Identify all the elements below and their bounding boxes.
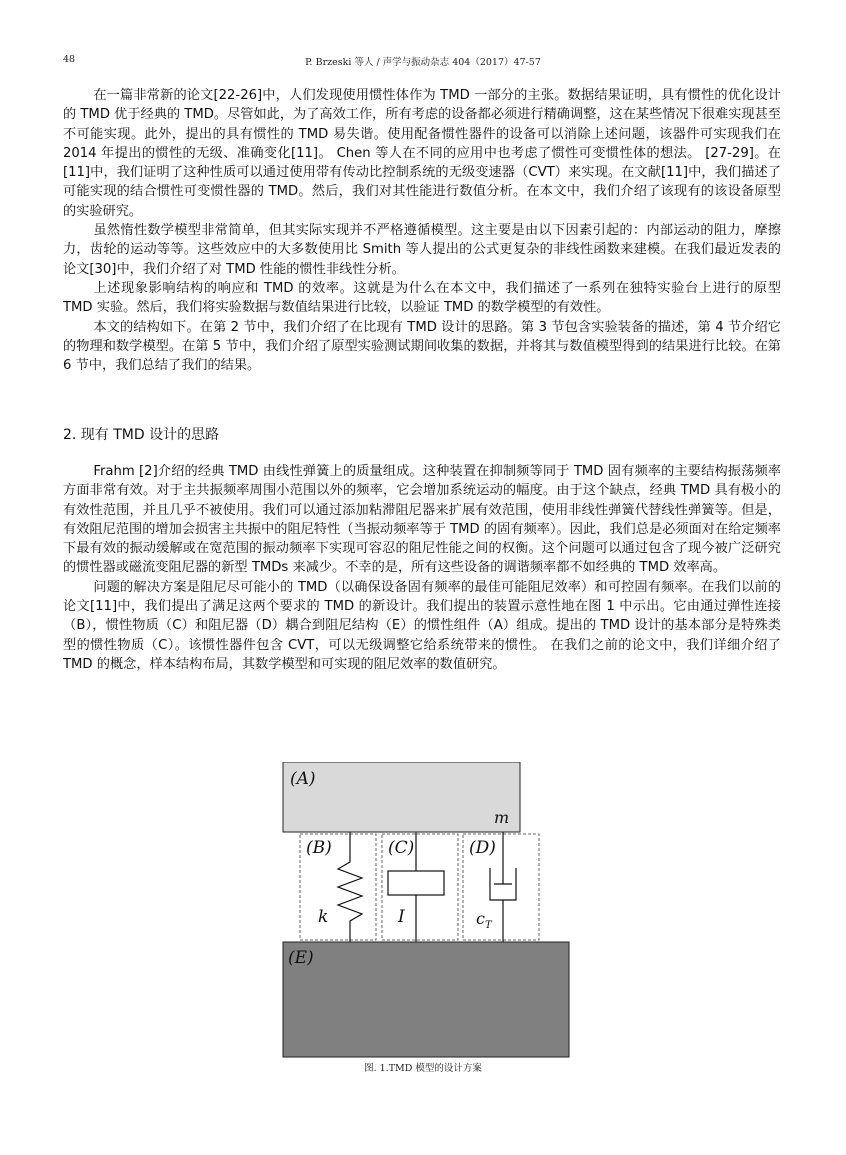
- section-heading: 2. 现有 TMD 设计的思路: [63, 427, 220, 443]
- label-m: m: [494, 808, 510, 827]
- intro-section: [63, 86, 781, 375]
- spring: [338, 832, 362, 942]
- running-title: P. Brzeski 等人 / 声学与振动杂志 404（2017）47-57: [305, 57, 541, 68]
- page-header: [63, 54, 783, 70]
- label-c: c: [476, 909, 485, 928]
- tmd-figure: [280, 762, 570, 1062]
- mass-block: [283, 762, 520, 832]
- figure-caption: 图. 1.TMD 模型的设计方案: [364, 1063, 482, 1074]
- label-k: k: [318, 907, 329, 927]
- base-structure: [283, 942, 569, 1057]
- section2-body: [63, 462, 781, 674]
- paragraph: Frahm [2]介绍的经典 TMD 由线性弹簧上的质量组成。这种装置在抑制频等同于 TMD 固有频率的主要结构振荡频率方面非常有效。对于主共振频率周围小范围以外的频率，它会增加系统运动的幅度。由于这个缺点，经典 TMD 具有极小的有效性范围，并且几乎不被使用。我们可以通过添加粘滞阻尼器来扩展有效范围，使用非线性弹簧代替线性弹簧等。但是，有效阻尼范围的增加会损害主共振中的阻尼特性（当振动频率等于 TMD 的固有频率）。因此，我们总是必须面对在给定频率下最有效的振动缓解或在宽范围的振动频率下实现可容忍的阻尼性能之间的权衡。这个问题可以通过包含了现今被广泛研究的惯性器或磁流变阻尼器的新型 TMDs 来减少。不幸的是，所有这些设备的调谐频率都不如经典的 TMD 效率高。: [63, 464, 781, 576]
- label-D: (D): [469, 838, 496, 858]
- page-number: 48: [63, 54, 76, 65]
- tmd-diagram: [280, 762, 570, 1062]
- label-C: (C): [388, 838, 415, 858]
- paragraph: 虽然惰性数学模型非常简单，但其实际实现并不严格遵循模型。这主要是由以下因素引起的：内部运动的阻力，摩擦力，齿轮的运动等等。这些效应中的大多数使用比 Smith 等人提出的公式更复杂的非线性函数来建模。在我们最近发表的论文[30]中，我们介绍了对 TMD 性能的惯性非线性分析。: [63, 223, 781, 277]
- paragraph: 问题的解决方案是阻尼尽可能小的 TMD（以确保设备固有频率的最佳可能阻尼效率）和可控固有频率。在我们以前的论文[11]中，我们提出了满足这两个要求的 TMD 的新设计。我们提出的装置示意性地在图 1 中示出。它由通过弹性连接（B），惯性物质（C）和阻尼器（D）耦合到阻尼结构（E）的惯性组件（A）组成。提出的 TMD 设计的基本部分是特殊类型的惯性物质（C）。该惯性器件包含 CVT，可以无级调整它给系统带来的惯性。 在我们之前的论文中，我们详细介绍了 TMD 的概念，样本结构布局，其数学模型和可实现的阻尼效率的数值研究。: [63, 579, 781, 672]
- paragraph: 本文的结构如下。在第 2 节中，我们介绍了在比现有 TMD 设计的思路。第 3 节包含实验装备的描述，第 4 节介绍它的物理和数学模型。在第 5 节中，我们介绍了原型实验测试期间收集的数据，并将其与数值模型得到的结果进行比较。在第 6 节中，我们总结了我们的结果。: [63, 319, 781, 374]
- label-cT: [476, 909, 493, 931]
- label-c-sub: T: [484, 920, 492, 931]
- label-E: (E): [288, 948, 314, 968]
- label-I: I: [398, 907, 405, 927]
- label-A: (A): [290, 769, 316, 789]
- inerter-body: [388, 871, 444, 895]
- paragraph: 在一篇非常新的论文[22-26]中，人们发现使用惯性体作为 TMD 一部分的主张。数据结果证明，具有惯性的优化设计的 TMD 优于经典的 TMD。尽管如此，为了高效工作，所有考虑的设备都必须进行精确调整，这在某些情况下很难实现甚至不可能实现。此外，提出的具有惯性的 TMD 易失谐。使用配备惯性器件的设备可以消除上述问题，该器件可实现我们在 2014 年提出的惯性的无级、准确变化[11]。 Chen 等人在不同的应用中也考虑了惯性可变惯性体的想法。 [27-29]。在[11]中，我们证明了这种性质可以通过使用带有传动比控制系统的无级变速器（CVT）来实现。在文献[11]中，我们描述了可能实现的结合惯性可变惯性器的 TMD。然后，我们对其性能进行数值分析。在本文中，我们介绍了该现有的该设备原型的实验研究。: [63, 88, 781, 219]
- label-B: (B): [306, 838, 332, 858]
- paragraph: 上述现象影响结构的响应和 TMD 的效率。这就是为什么在本文中，我们描述了一系列在独特实验台上进行的原型 TMD 实验。然后，我们将实验数据与数值结果进行比较，以验证 TMD 的数学模型的有效性。: [63, 280, 781, 316]
